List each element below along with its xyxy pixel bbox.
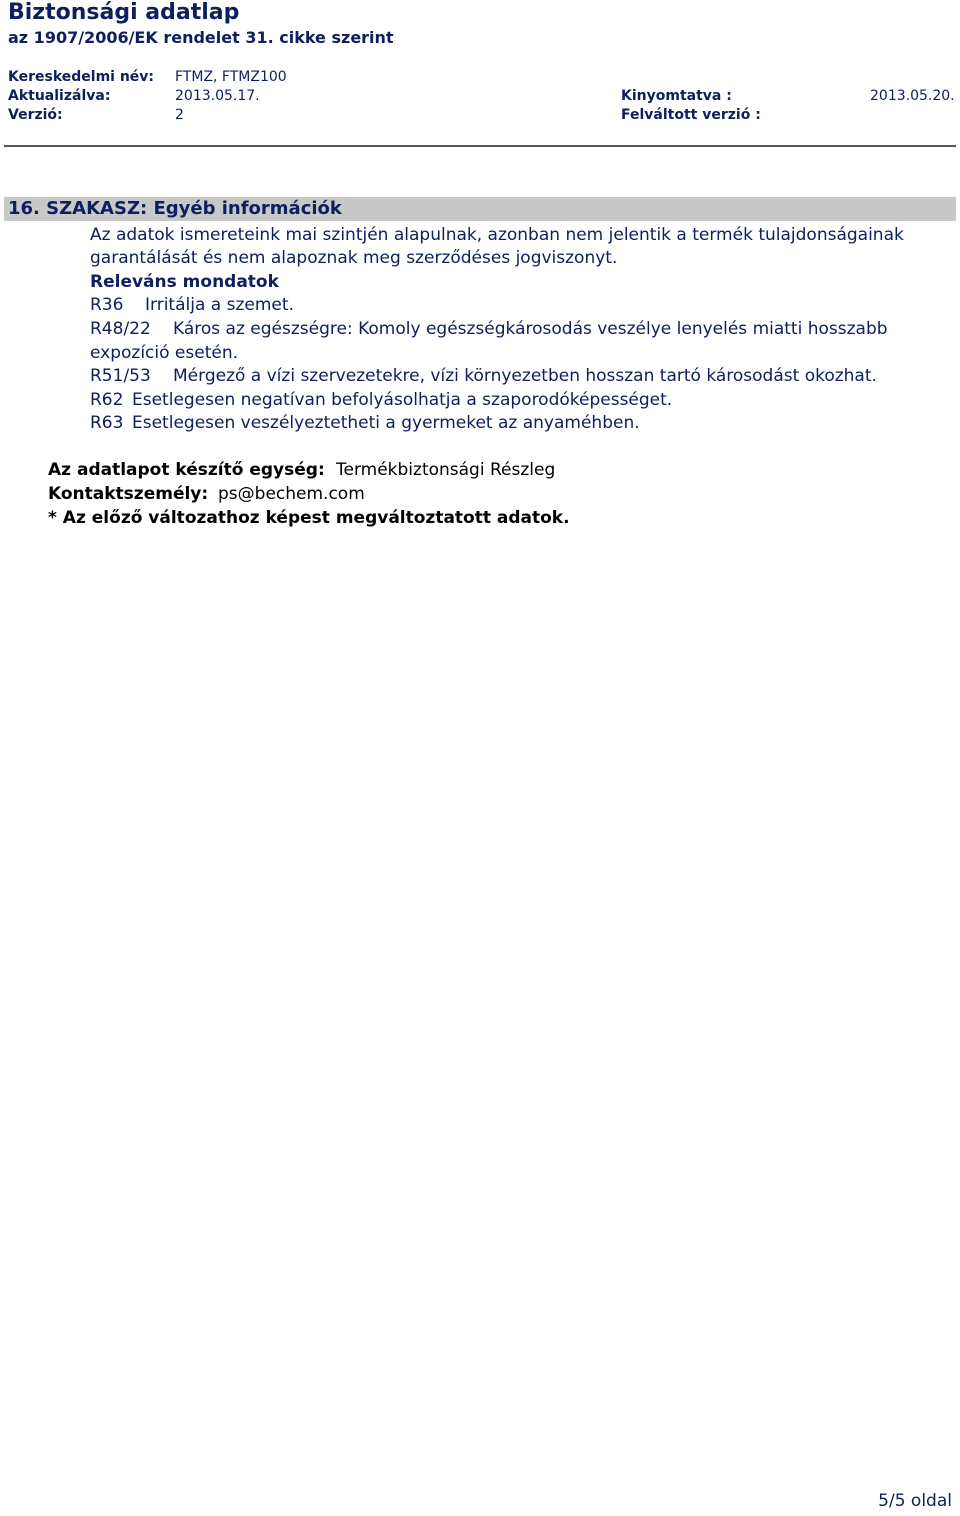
replaced-version-label: Felváltott verzió : [621,107,761,123]
phrase-code: R51/53 [90,366,151,386]
phrase-code: R62 [90,390,124,410]
section-title: 16. SZAKASZ: Egyéb információk [8,198,342,219]
document-subtitle: az 1907/2006/EK rendelet 31. cikke szerint [8,28,394,47]
header-divider [4,145,956,147]
change-note: * Az előző változathoz képest megváltoztatott adatok. [48,508,570,528]
version-label: Verzió: [8,107,63,123]
page-number: 5/5 oldal [878,1491,952,1511]
phrase-text: Esetlegesen veszélyeztetheti a gyermeket az anyaméhben. [132,413,640,433]
intro-line-1: Az adatok ismereteink mai szintjén alapulnak, azonban nem jelentik a termék tulajdonságainak [90,225,904,245]
prepared-by-label: Az adatlapot készítő egység: [48,460,325,480]
updated-label: Aktualizálva: [8,88,111,104]
printed-label: Kinyomtatva : [621,88,732,104]
relevant-phrases-heading: Releváns mondatok [90,272,279,292]
prepared-by-value: Termékbiztonsági Részleg [336,460,556,480]
updated-value: 2013.05.17. [175,88,260,104]
phrase-text: Káros az egészségre: Komoly egészségkárosodás veszélye lenyelés miatti hosszabb [173,319,888,339]
contact-label: Kontaktszemély: [48,484,209,504]
phrase-code: R63 [90,413,124,433]
phrase-code: R36 [90,295,124,315]
trade-name-label: Kereskedelmi név: [8,69,155,85]
intro-line-2: garantálását és nem alapoznak meg szerződéses jogviszonyt. [90,248,618,268]
phrase-code: R48/22 [90,319,151,339]
version-value: 2 [175,107,184,123]
phrase-text: Esetlegesen negatívan befolyásolhatja a szaporodóképességet. [132,390,673,410]
contact-email[interactable]: ps@bechem.com [218,484,365,504]
phrase-text: Mérgező a vízi szervezetekre, vízi környezetben hosszan tartó károsodást okozhat. [173,366,877,386]
printed-value: 2013.05.20. [870,88,955,104]
phrase-text: Irritálja a szemet. [145,295,294,315]
trade-name-value: FTMZ, FTMZ100 [175,69,287,85]
document-title: Biztonsági adatlap [8,0,240,25]
phrase-text-continuation: expozíció esetén. [90,343,239,363]
